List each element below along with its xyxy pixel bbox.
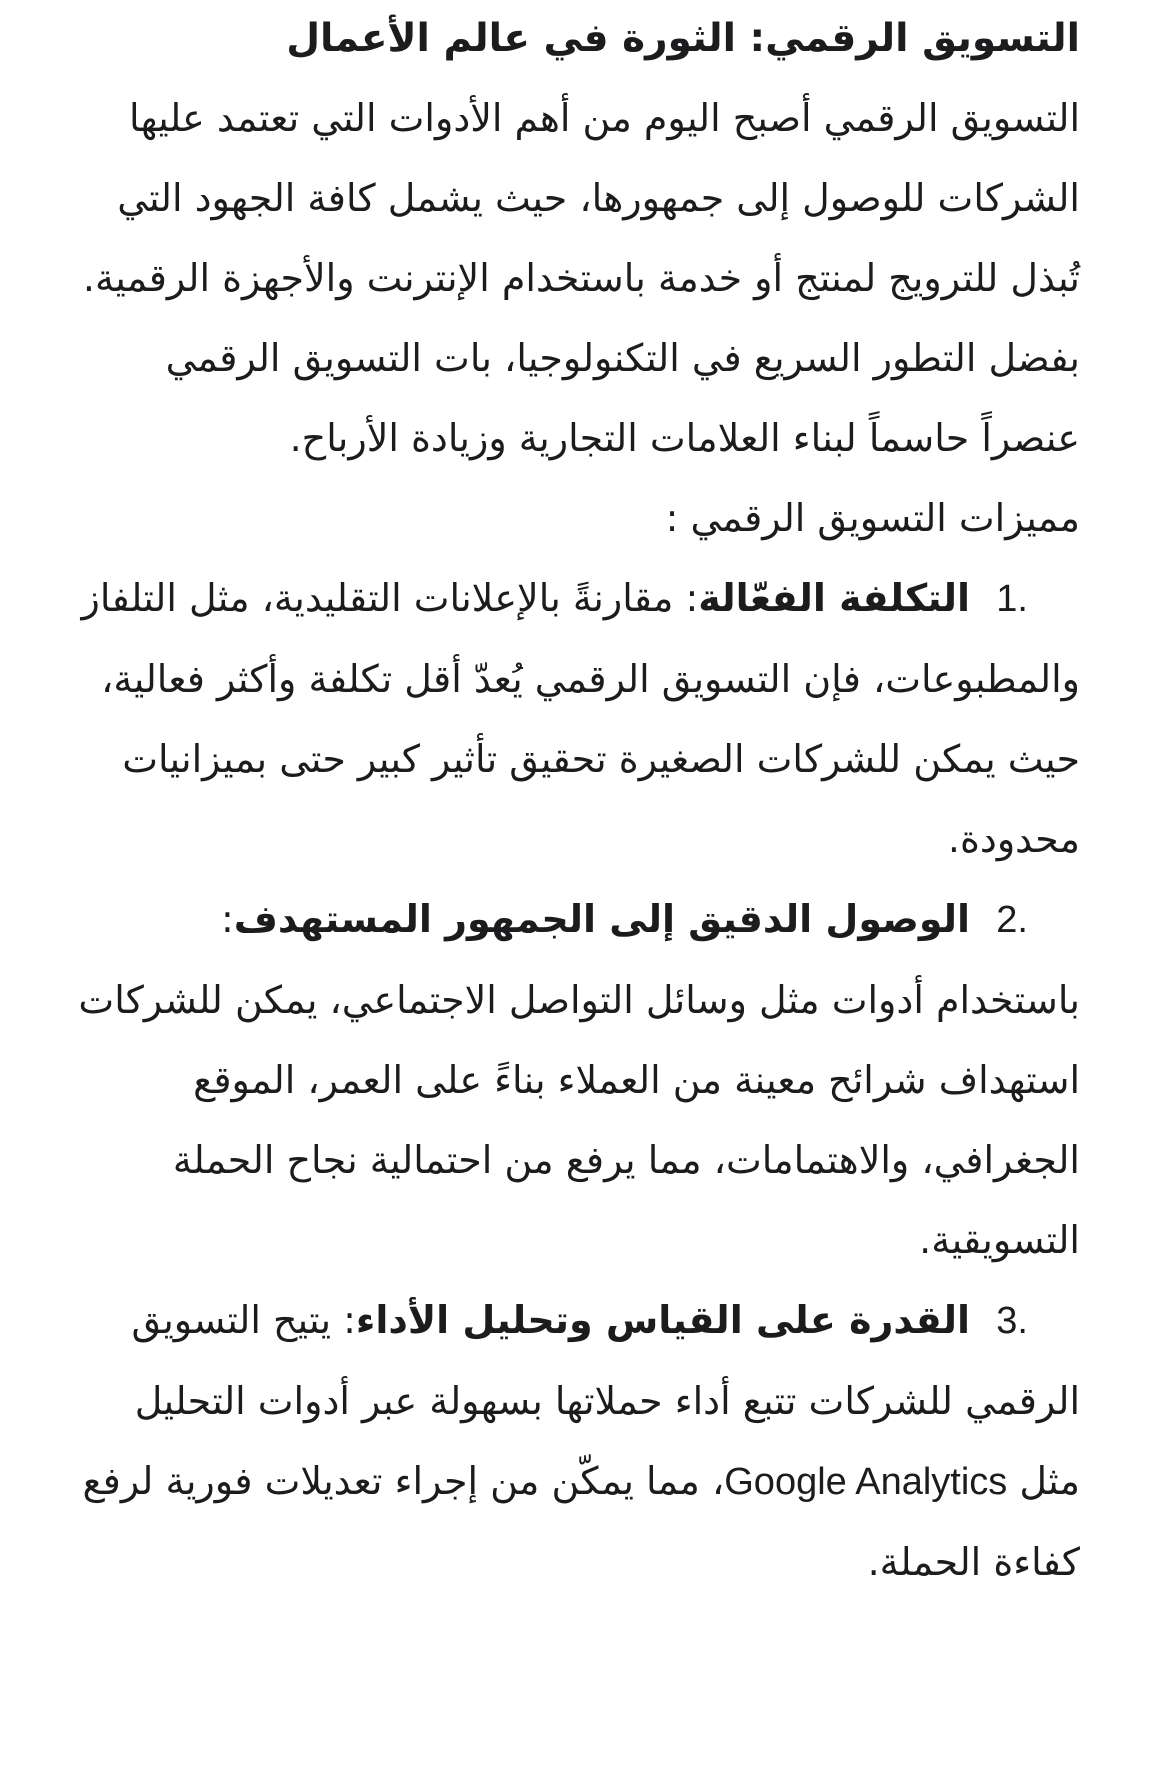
feature-description: : باستخدام أدوات مثل وسائل التواصل الاجتماعي، يمكن للشركات استهداف شرائح معينة من العملاء بناءً على العمر، الموقع الجغرافي، والاهتمامات، مما يرفع من احتمالية نجاح الحملة التسويقية. <box>78 897 1080 1262</box>
feature-item-targeting <box>70 879 1080 1280</box>
feature-item-cost <box>70 558 1080 879</box>
feature-description: : مقارنةً بالإعلانات التقليدية، مثل التلفاز والمطبوعات، فإن التسويق الرقمي يُعدّ أقل تكلفة وأكثر فعالية، حيث يمكن للشركات الصغيرة تحقيق تأثير كبير حتى بميزانيات محدودة. <box>81 576 1080 861</box>
feature-number: 1. <box>996 578 1028 620</box>
feature-item-measurement <box>70 1280 1080 1602</box>
feature-name: القدرة على القياس وتحليل الأداء <box>355 1298 970 1342</box>
features-list <box>70 558 1080 1602</box>
feature-number: 2. <box>996 899 1028 941</box>
article-title: التسويق الرقمي: الثورة في عالم الأعمال <box>286 16 1080 61</box>
features-heading: مميزات التسويق الرقمي : <box>665 496 1080 540</box>
analytics-tool-name: Google Analytics <box>724 1461 1008 1503</box>
feature-number: 3. <box>996 1300 1028 1342</box>
feature-description-end: ، مما يمكّن من إجراء تعديلات فورية لرفع كفاءة الحملة. <box>82 1459 1080 1584</box>
feature-name: الوصول الدقيق إلى الجمهور المستهدف <box>233 897 970 941</box>
article <box>70 0 1080 1602</box>
feature-description: : يتيح التسويق الرقمي للشركات تتبع أداء حملاتها بسهولة عبر أدوات التحليل مثل <box>131 1298 1080 1503</box>
intro-paragraph: التسويق الرقمي أصبح اليوم من أهم الأدوات التي تعتمد عليها الشركات للوصول إلى جمهورها، حيث يشمل كافة الجهود التي تُبذل للترويج لمنتج أو خدمة باستخدام الإنترنت والأجهزة الرقمية. بفضل التطور السريع في التكنولوجيا، بات التسويق الرقمي عنصراً حاسماً لبناء العلامات التجارية وزيادة الأرباح. <box>82 96 1080 460</box>
feature-name: التكلفة الفعّالة <box>698 576 970 620</box>
